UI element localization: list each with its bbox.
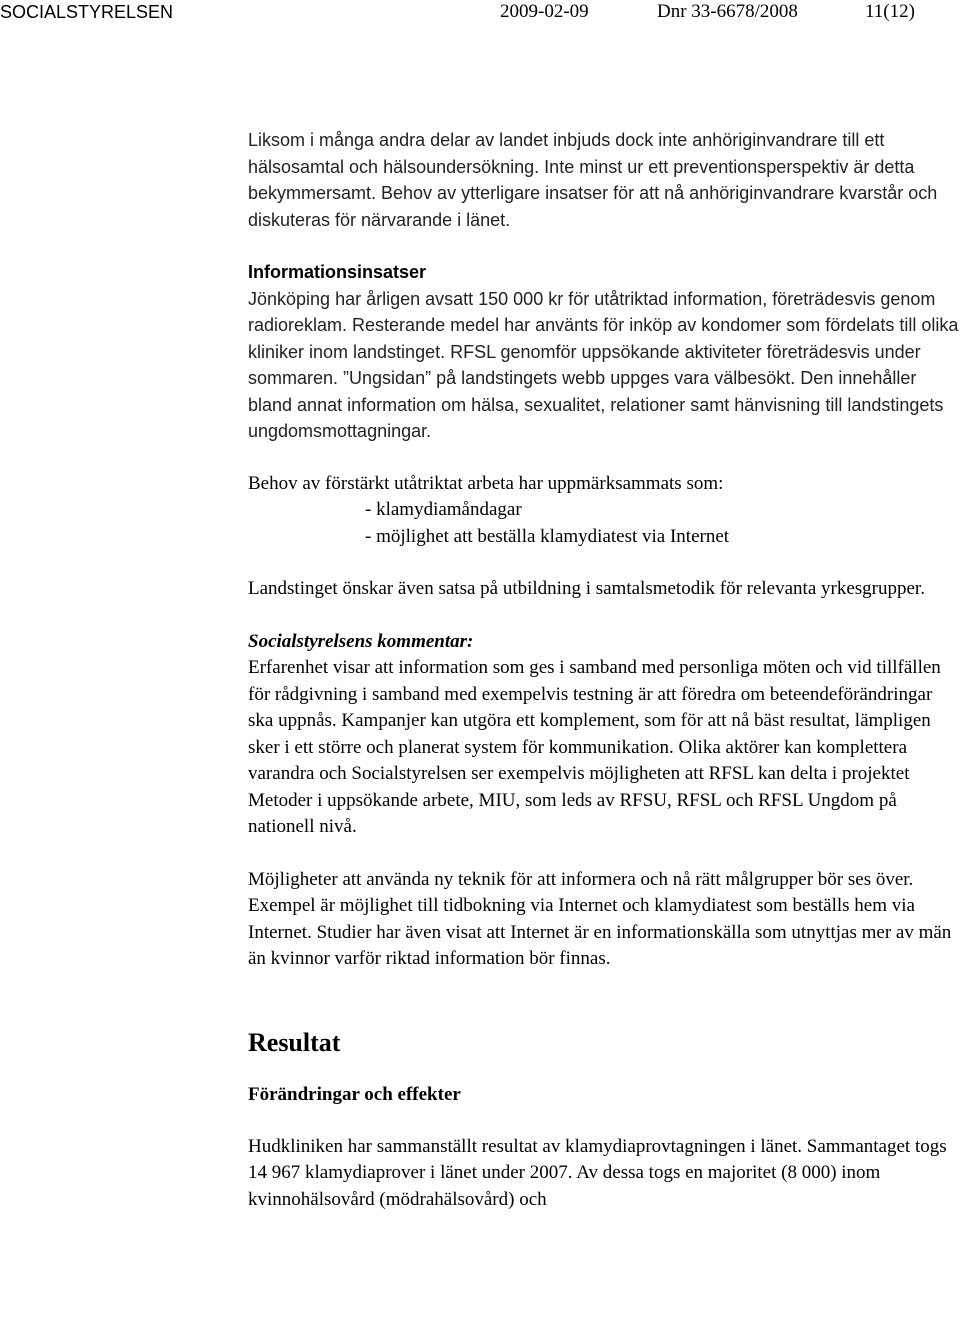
header-reference-number: Dnr 33-6678/2008 [657,1,798,22]
results-paragraph: Hudkliniken har sammanställt resultat av klamydiaprovtagningen i länet. Sammantaget togs 14 967 klamydiaprover i länet under 2007. Av dessa togs en majoritet (8 000) inom kvinnohälsovård (mödrahälsovård) och [248,1135,947,1210]
document-body [248,127,960,1213]
information-paragraph: Jönköping har årligen avsatt 150 000 kr för utåtriktad information, företrädesvis genom radioreklam. Resterande medel har använts för inköp av kondomer som fördelats till olika kliniker inom landstinget. RFSL genomför uppsökande aktiviteter företrädesvis under sommaren. ”Ungsidan” på landstingets webb uppges vara välbesökt. Den innehåller bland annat information om hälsa, sexualitet, relationer samt hänvisning till landstingets ungdomsmottagningar. [248,288,959,441]
comment-section [248,629,960,841]
header-date: 2009-02-09 [500,1,589,22]
needs-lead: Behov av förstärkt utåtriktat arbeta har uppmärksammats som: [248,472,724,494]
comment-heading: Socialstyrelsens kommentar: [248,630,474,652]
information-section [248,259,960,445]
technology-paragraph: Möjligheter att använda ny teknik för att informera och nå rätt målgrupper bör ses över. Exempel är möjlighet till tidbokning via Internet och klamydiatest som beställs hem via Internet. Studier har även visat att Internet är en informationskälla som utnyttjas mer av män än kvinnor varför riktad information bör finnas. [248,868,952,969]
results-heading: Resultat [248,1027,341,1057]
information-heading: Informationsinsatser [248,262,427,282]
intro-paragraph: Liksom i många andra delar av landet inbjuds dock inte anhöriginvandrare till ett hälsosamtal och hälsoundersökning. Inte minst ur ett preventionsperspektiv är detta bekymmersamt. Behov av ytterligare insatser för att nå anhöriginvandrare kvarstår och diskuteras för närvarande i länet. [248,130,938,230]
header-page-number: 11(12) [865,1,915,22]
needs-section [248,471,960,551]
header-organization: SOCIALSTYRELSEN [0,2,174,22]
results-section [248,1028,960,1214]
list-item: - klamydiamåndagar [365,499,522,520]
page-header [0,0,960,24]
results-subheading: Förändringar och effekter [248,1083,461,1105]
training-paragraph: Landstinget önskar även satsa på utbildning i samtalsmetodik för relevanta yrkesgrupper. [248,578,925,599]
comment-paragraph: Erfarenhet visar att information som ges i samband med personliga möten och vid tillfällen för rådgivning i samband med exempelvis testning är att föredra om beteendeförändringar ska uppnås. Kampanjer kan utgöra ett komplement, som för att nå bäst resultat, lämpligen sker i ett större och planerat system för kommunikation. Olika aktörer kan komplettera varandra och Socialstyrelsen ser exempelvis möjligheten att RFSL kan delta i projektet Metoder i uppsökande arbete, MIU, som leds av RFSU, RFSL och RFSL Ungdom på nationell nivå. [248,657,941,837]
list-item: - möjlighet att beställa klamydiatest via Internet [365,525,730,547]
